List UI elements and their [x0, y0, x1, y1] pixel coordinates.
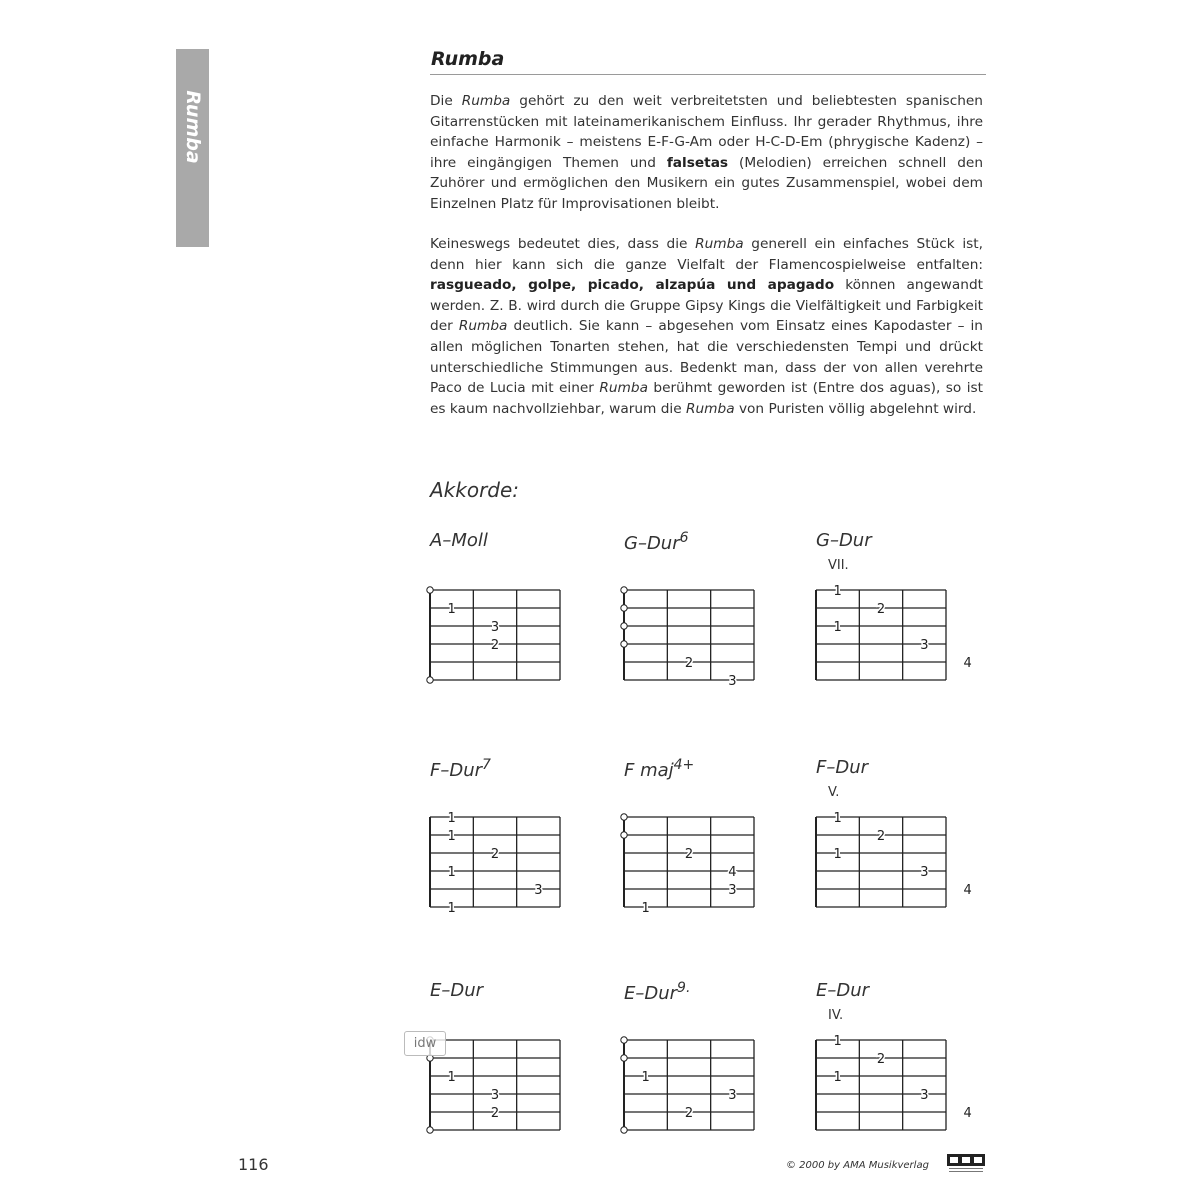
text-run: Keineswegs bedeutet dies, dass die	[430, 236, 696, 252]
chord-diagram	[426, 805, 582, 925]
chord-diagram	[812, 805, 972, 925]
finger-number: 4	[963, 656, 972, 671]
text-run: von Puristen völlig abgelehnt wird.	[734, 400, 977, 417]
finger-number: 2	[490, 638, 500, 653]
text-run: falsetas	[666, 154, 729, 171]
finger-number: 3	[920, 638, 929, 653]
side-tab-label: Rumba	[181, 90, 204, 164]
paragraph-intro	[430, 91, 983, 215]
chord-superscript: 6	[679, 530, 689, 546]
open-string-marker	[427, 587, 433, 593]
finger-number: 2	[876, 829, 886, 844]
finger-number: 1	[833, 620, 842, 635]
open-string-marker	[621, 605, 627, 611]
chord-diagram	[812, 578, 972, 698]
fret-position-label: IV.	[828, 1008, 844, 1023]
text-run: Die	[430, 93, 462, 109]
page-title: Rumba	[431, 48, 505, 70]
title-underline	[430, 74, 986, 75]
finger-number: 1	[833, 1070, 842, 1085]
chord-name: F–Dur	[816, 757, 869, 778]
copyright-text: © 2000 by AMA Musikverlag	[786, 1160, 929, 1171]
chord-diagram	[426, 1028, 582, 1148]
finger-number: 3	[728, 883, 737, 898]
open-string-marker	[427, 1127, 433, 1133]
finger-number: 1	[641, 1070, 650, 1085]
finger-number: 1	[641, 901, 650, 916]
finger-number: 2	[876, 602, 886, 617]
open-string-marker	[621, 814, 627, 820]
text-run: rasgueado, golpe, picado, alzapúa und apagado	[430, 277, 835, 294]
chord-name: G–Dur	[816, 530, 872, 551]
open-string-marker	[621, 1055, 627, 1061]
finger-number: 2	[876, 1052, 886, 1067]
chord-superscript: 9.	[677, 980, 691, 996]
chord-diagram	[620, 1028, 776, 1148]
finger-number: 2	[684, 656, 694, 671]
finger-number: 1	[833, 1034, 842, 1049]
text-run: Rumba	[461, 93, 511, 109]
text-run: berühmt geworden ist (Entre dos aguas), so ist es kaum nachvollziehbar, warum die	[430, 380, 983, 417]
open-string-marker	[621, 623, 627, 629]
finger-number: 2	[490, 847, 500, 862]
text-run: Rumba	[686, 400, 735, 417]
finger-number: 3	[490, 1088, 500, 1103]
chord-name: A–Moll	[430, 530, 488, 551]
chord-superscript: 7	[482, 757, 491, 773]
publisher-logo	[947, 1154, 985, 1174]
finger-number: 3	[728, 674, 737, 689]
text-run: Rumba	[695, 236, 744, 252]
page-number: 116	[238, 1155, 269, 1174]
finger-number: 4	[963, 1106, 972, 1121]
side-section-tab	[176, 49, 209, 247]
finger-number: 1	[447, 865, 456, 880]
finger-number: 1	[447, 829, 456, 844]
text-run: Rumba	[599, 380, 648, 397]
finger-number: 4	[728, 865, 737, 880]
fret-position-label: VII.	[828, 558, 849, 573]
text-run: können angewandt werden. Z. B. wird durch die Gruppe Gipsy Kings die Vielfältigkeit und Farbigkeit der	[430, 277, 983, 335]
chord-diagram	[812, 1028, 972, 1148]
open-string-marker	[621, 1127, 627, 1133]
chord-diagram	[426, 578, 582, 698]
finger-number: 1	[833, 584, 842, 599]
text-run: (Melodien) erreichen schnell den Zuhörer und ermöglichen den Musikern ein gutes Zusammenspiel, wobei dem Einzelnen Platz für Improvisationen bleibt.	[430, 154, 983, 212]
text-run: deutlich. Sie kann – abgesehen vom Einsatz eines Kapodaster – in allen möglichen Tonarten stehen, hat die verschiedensten Tempi und drückt unterschiedliche Stimmungen aus. Bedenkt man, dass der von allen verehrte Paco de Lucia mit einer	[430, 318, 983, 397]
finger-number: 1	[447, 901, 456, 916]
finger-number: 2	[684, 1106, 694, 1121]
chord-diagram	[620, 578, 776, 698]
open-string-marker	[427, 677, 433, 683]
finger-number: 3	[490, 620, 500, 635]
finger-number: 1	[447, 811, 456, 826]
finger-number: 1	[447, 602, 456, 617]
open-string-marker	[621, 832, 627, 838]
finger-number: 3	[920, 1088, 929, 1103]
finger-number: 2	[684, 847, 694, 862]
chord-diagram	[620, 805, 776, 925]
text-run: generell ein einfaches Stück ist, denn hier kann sich die ganze Vielfalt der Flamencospielweise entfalten:	[430, 236, 983, 273]
chord-name: E–Dur	[430, 980, 484, 1001]
chord-name: F–Dur$^7$	[430, 757, 491, 781]
chord-name: E–Dur$^{9.}$	[624, 980, 691, 1004]
chord-name: E–Dur	[816, 980, 870, 1001]
chords-heading: Akkorde:	[430, 478, 520, 502]
paragraph-details	[430, 234, 983, 419]
finger-number: 1	[833, 847, 842, 862]
finger-number: 3	[728, 1088, 737, 1103]
chord-name: F maj$^{4+}$	[624, 757, 695, 781]
chord-name: G–Dur$^6$	[624, 530, 689, 554]
finger-number: 2	[490, 1106, 500, 1121]
chord-superscript: 4+	[673, 757, 695, 773]
open-string-marker	[621, 587, 627, 593]
finger-number: 3	[920, 865, 929, 880]
open-string-marker	[621, 1037, 627, 1043]
text-run: gehört zu den weit verbreitetsten und beliebtesten spanischen Gitarrenstücken mit lateinamerikanischem Einfluss. Ihr gerader Rhythmus, ihre einfache Harmonik – meistens E-F-G-Am oder H-C-D-Em (phrygische Kadenz) – ihre eingängigen Themen und	[430, 93, 983, 171]
overlay-badge[interactable]: idw	[404, 1031, 446, 1056]
open-string-marker	[621, 641, 627, 647]
finger-number: 4	[963, 883, 972, 898]
fret-position-label: V.	[828, 785, 840, 800]
finger-number: 3	[534, 883, 543, 898]
finger-number: 1	[447, 1070, 456, 1085]
text-run: Rumba	[458, 318, 508, 335]
finger-number: 1	[833, 811, 842, 826]
